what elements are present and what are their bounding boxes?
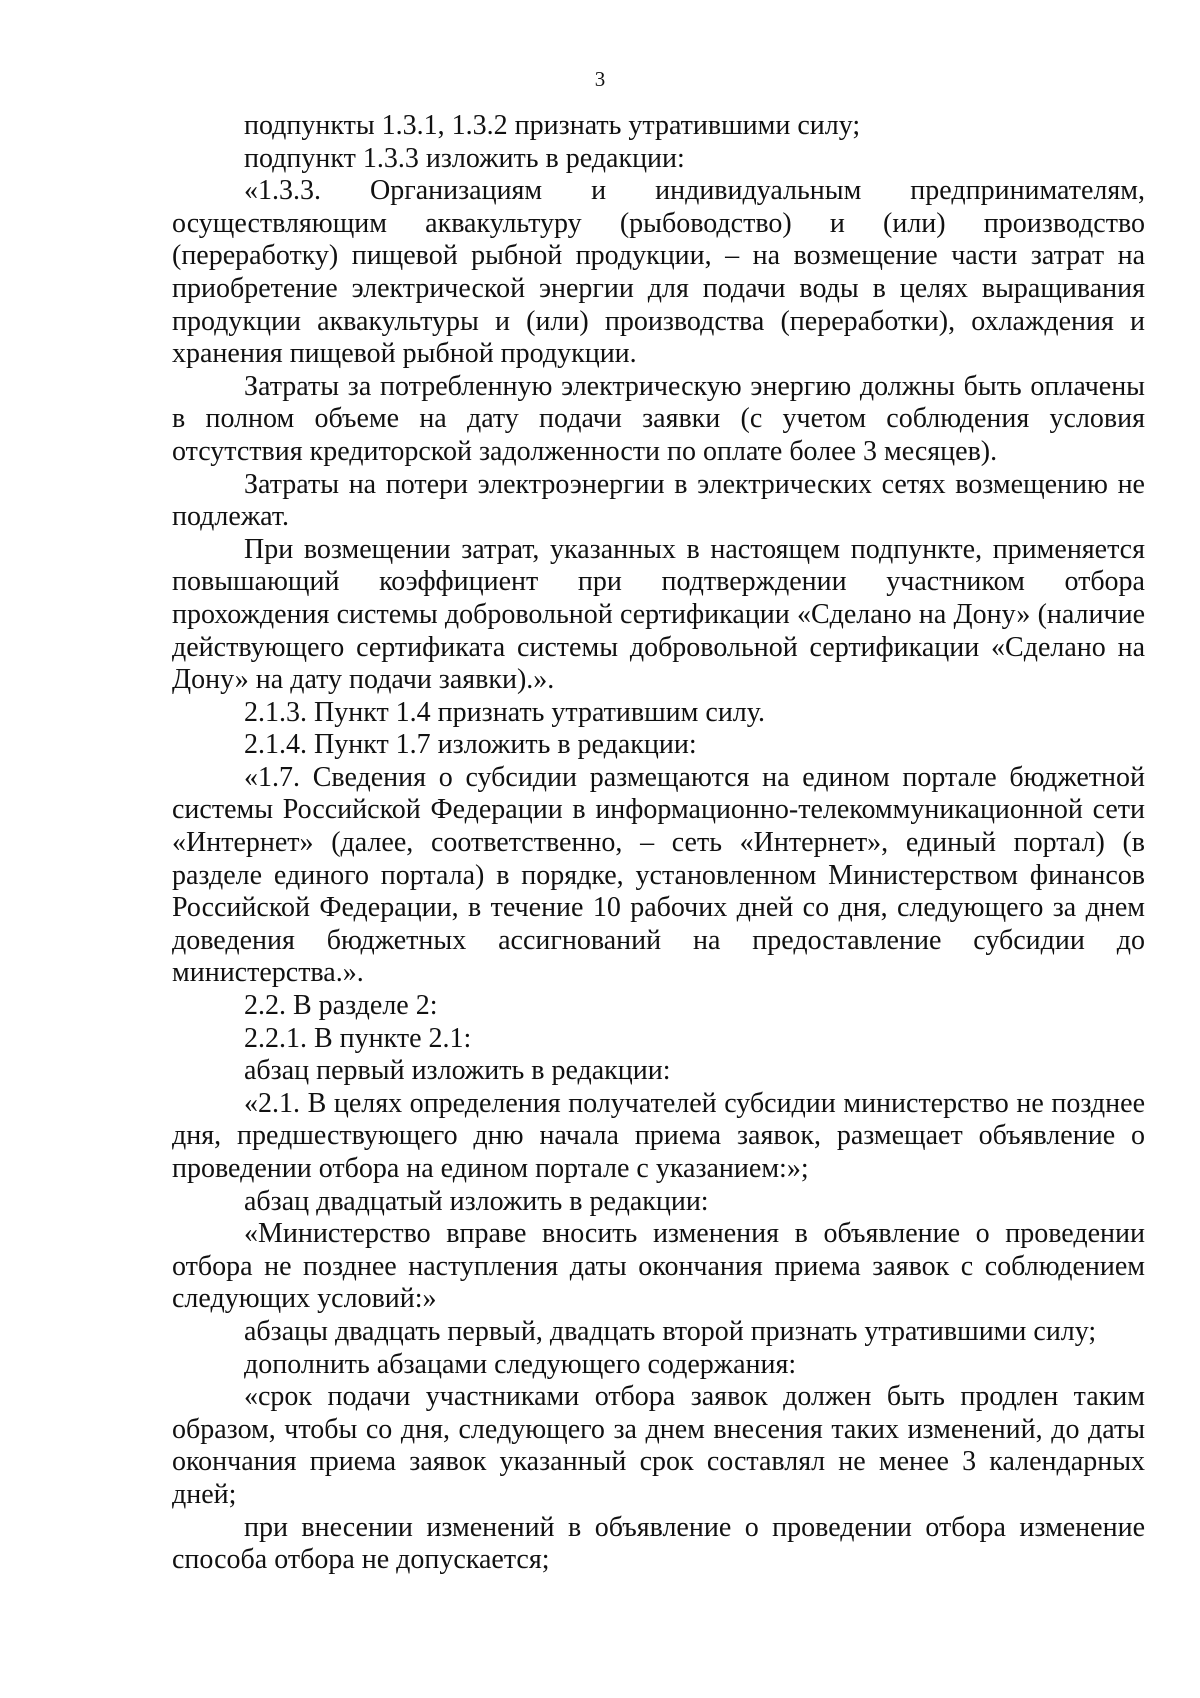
paragraph-8: 2.1.4. Пункт 1.7 изложить в редакции: [244,729,697,761]
paragraph-14: абзац двадцатый изложить в редакции: [244,1185,709,1217]
paragraph-3: «1.3.3. Организациям и индивидуальным предпринимателям, осуществляющим аквакультуру (рыбоводство) и (или) производство (переработку) пищевой рыбной продукции, – на возмещение части затрат на приобретение электрической энергии для подачи воды в целях выращивания продукции аквакультуры и (или) производства (переработки), охлаждения и хранения пищевой рыбной продукции. [172,175,1145,370]
paragraph-15: «Министерство вправе вносить изменения в объявление о проведении отбора не позднее наступления даты окончания приема заявок с соблюдением следующих условий:» [172,1218,1145,1315]
paragraph-2: подпункт 1.3.3 изложить в редакции: [244,142,685,174]
paragraph-4: Затраты за потребленную электрическую энергию должны быть оплачены в полном объеме на дату подачи заявки (с учетом соблюдения условия отсутствия кредиторской задолженности по оплате более 3 месяцев). [172,370,1145,467]
paragraph-17: дополнить абзацами следующего содержания: [244,1348,797,1380]
paragraph-16: абзацы двадцать первый, двадцать второй признать утратившими силу; [244,1315,1097,1347]
paragraph-1: подпункты 1.3.1, 1.3.2 признать утратившими силу; [244,110,861,141]
paragraph-10: 2.2. В разделе 2: [244,990,438,1022]
paragraph-6: При возмещении затрат, указанных в настоящем подпункте, применяется повышающий коэффициент при подтверждении участником отбора прохождения системы добровольной сертификации «Сделано на Дону» (наличие действующего сертификата системы добровольной сертификации «Сделано на Дону» на дату подачи заявки).». [172,533,1145,696]
paragraph-9: «1.7. Сведения о субсидии размещаются на едином портале бюджетной системы Российской Федерации в информационно-телекоммуникационной сети «Интернет» (далее, соответственно, – сеть «Интернет», единый портал) (в разделе единого портала) в порядке, установленном Министерством финансов Российской Федерации, в течение 10 рабочих дней со дня, следующего за днем доведения бюджетных ассигнований на предоставление субсидии до министерства.». [172,761,1145,989]
paragraph-12: абзац первый изложить в редакции: [244,1055,671,1087]
paragraph-11: 2.2.1. В пункте 2.1: [244,1022,472,1054]
paragraph-5: Затраты на потери электроэнергии в электрических сетях возмещению не подлежат. [172,468,1145,533]
paragraph-13: «2.1. В целях определения получателей субсидии министерство не позднее дня, предшествующего дню начала приема заявок, размещает объявление о проведении отбора на едином портале с указанием:»; [172,1087,1145,1184]
paragraph-19: при внесении изменений в объявление о проведении отбора изменение способа отбора не допускается; [172,1511,1145,1576]
paragraph-18: «срок подачи участниками отбора заявок должен быть продлен таким образом, чтобы со дня, следующего за днем внесения таких изменений, до даты окончания приема заявок указанный срок составлял не менее 3 календарных дней; [172,1381,1145,1510]
paragraph-7: 2.1.3. Пункт 1.4 признать утратившим силу. [244,696,765,728]
page-number: 3 [594,67,606,91]
document-body [172,110,1145,1577]
